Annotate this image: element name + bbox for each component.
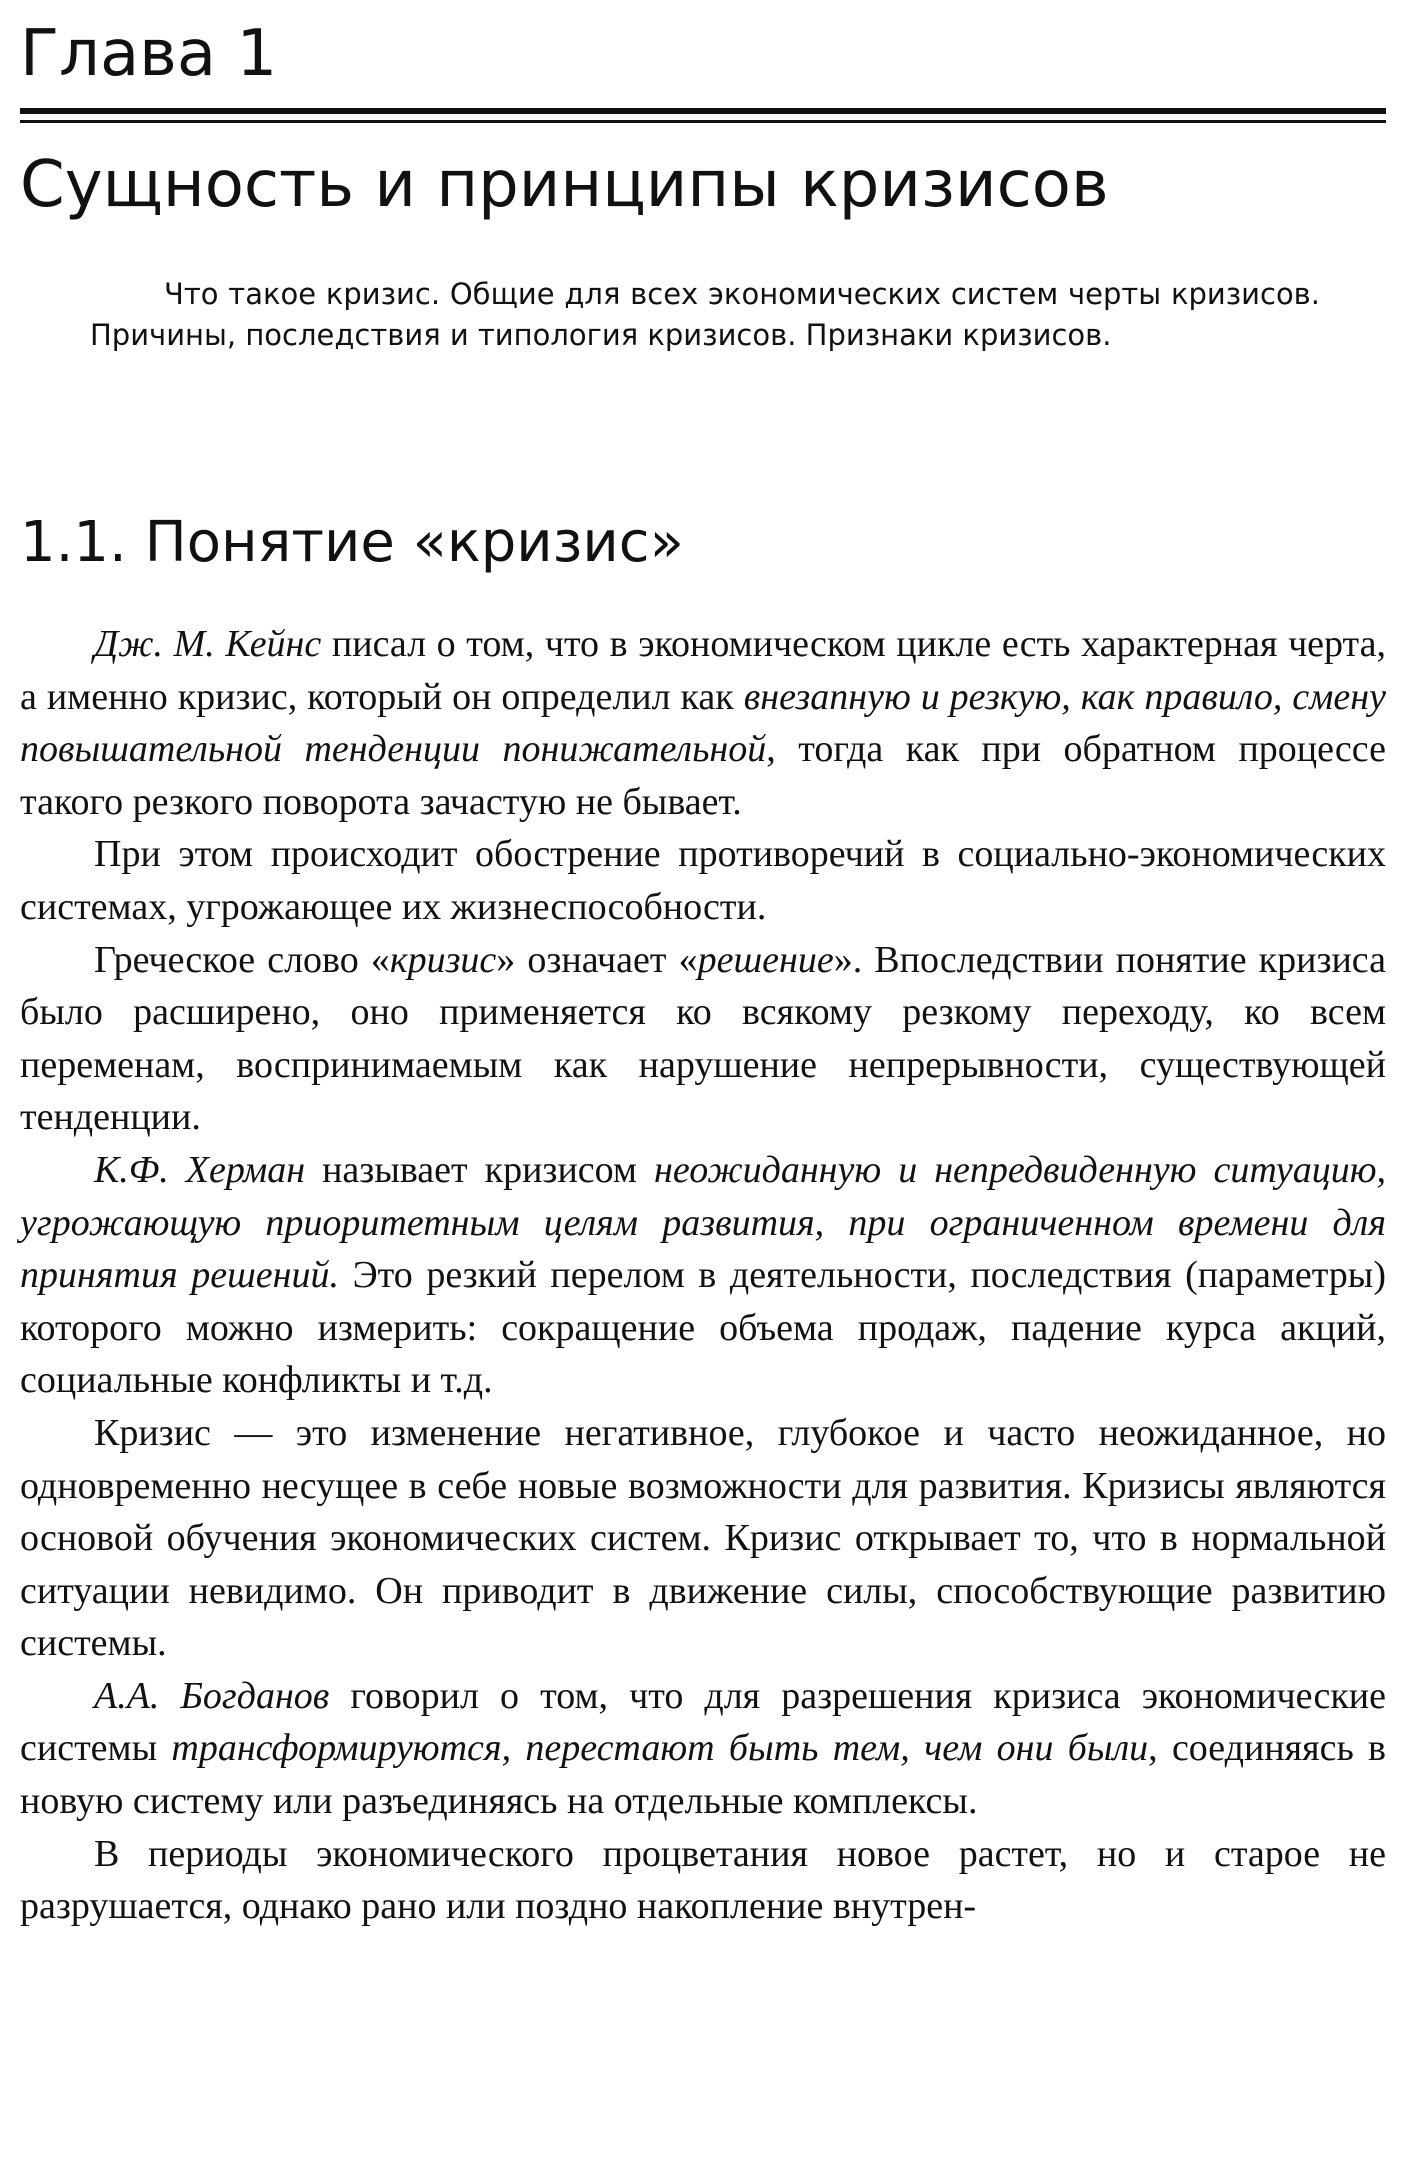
paragraph <box>20 934 1386 1144</box>
paragraph <box>20 618 1386 828</box>
text-run: ». Впоследствии понятие кризиса было расширено, оно применяется ко всякому резкому переходу, ко всем переменам, воспринимаемым как нарушение непрерывности, существующей тенденции. <box>20 938 1386 1139</box>
paragraph <box>20 828 1386 933</box>
text-run: В периоды экономического процветания новое растет, но и старое не разрушается, однако рано или поздно накопление внутрен- <box>20 1832 1386 1928</box>
text-run: , тогда как при обратном процессе такого резкого поворота зачастую не бывает. <box>20 728 1386 823</box>
text-run: Кризис — это изменение негативное, глубокое и часто неожиданное, но одновременно несущее в себе новые возможности для развития. Кризисы являются основой обучения экономических систем. Кризис открывает то, что в нормальной ситуации невидимо. Он приводит в движение силы, способствующие развитию системы. <box>20 1411 1386 1665</box>
italic-run: неожиданную и непредвиденную ситуацию, угрожающую приоритетным целям развития, при ограниченном времени для принятия решений. <box>20 1148 1386 1297</box>
text-run: писал о том, что в экономическом цикле есть характерная черта, а именно кризис, который он определил как <box>20 623 1386 718</box>
text-run: говорил о том, что для разрешения кризиса экономические системы <box>20 1674 1386 1770</box>
book-page <box>20 0 1387 1928</box>
italic-run: А.А. Богданов <box>94 1674 330 1717</box>
italic-run: Дж. М. Кейнс <box>94 623 322 665</box>
paragraph <box>20 1828 1386 1933</box>
italic-run: К.Ф. Херман <box>94 1148 306 1191</box>
paragraph <box>20 1407 1386 1670</box>
body-text <box>20 618 1386 1933</box>
paragraph <box>20 1670 1386 1828</box>
text-run: При этом происходит обострение противоречий в социально-экономических системах, угрожающее их жизнеспособности. <box>20 833 1386 928</box>
italic-run: решение <box>697 938 834 981</box>
text-run: называет кризисом <box>305 1148 654 1191</box>
paragraph <box>20 1144 1386 1407</box>
italic-run: трансформируются, перестают быть тем, чем они были <box>171 1727 1149 1770</box>
section-title: 1.1. Понятие «кризис» <box>20 510 684 575</box>
chapter-rule-thick <box>20 108 1386 114</box>
chapter-summary: Что такое кризис. Общие для всех экономических систем черты кризисов. Причины, последствия и типология кризисов. Признаки кризисов. <box>90 277 1320 352</box>
chapter-rule-thin <box>20 120 1386 123</box>
text-run: Греческое слово « <box>94 938 390 981</box>
text-run: , соединяясь в новую систему или разъединяясь на отдельные комплексы. <box>20 1727 1386 1823</box>
text-run: Это резкий перелом в деятельности, последствия (параметры) которого можно измерить: сокращение объема продаж, падение курса акций, социальные конфликты и т.д. <box>20 1254 1386 1402</box>
text-run: » означает « <box>496 938 698 981</box>
italic-run: внезапную и резкую, как правило, смену повышательной тенденции понижательной <box>20 675 1387 771</box>
chapter-label: Глава 1 <box>20 17 278 91</box>
italic-run: кризис <box>389 938 497 981</box>
chapter-title: Сущность и принципы кризисов <box>20 148 1109 222</box>
